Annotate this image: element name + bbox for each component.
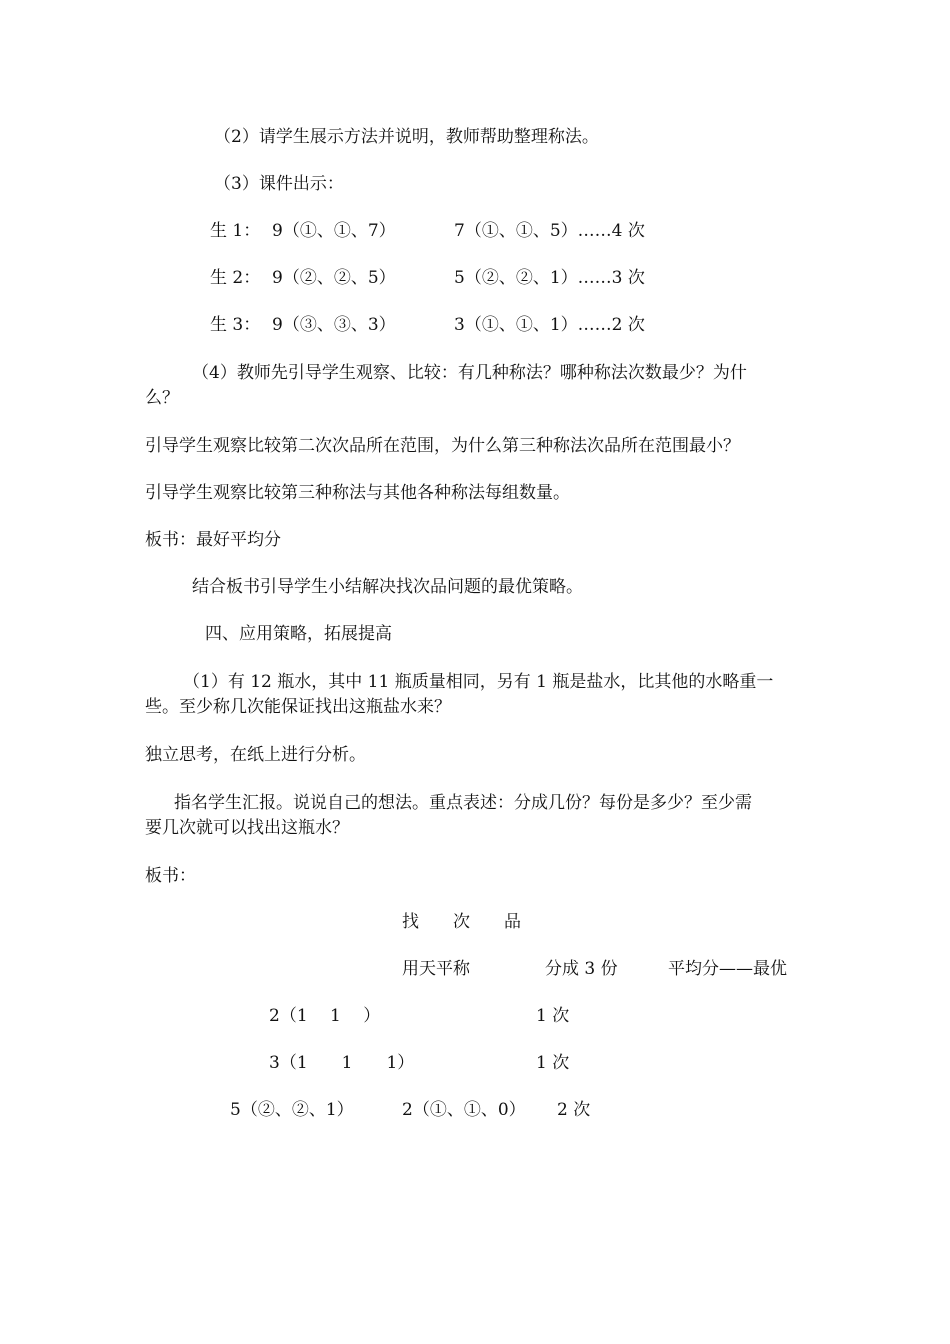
board-sub-3: 平均分——最优	[668, 959, 787, 979]
step-4-line2: 么？	[145, 388, 179, 408]
student-2-label: 生 2：	[210, 268, 261, 288]
student-3-step2: 3（①、①、1）……2 次	[454, 315, 645, 335]
board-row2-count: 1 次	[536, 1053, 570, 1073]
board-row3-expr1: 5（②、②、1）	[230, 1100, 354, 1120]
board-note-2: 板书：	[145, 866, 196, 886]
student-1-step1: 9（①、①、7）	[272, 221, 396, 241]
board-row3-expr2: 2（①、①、0）	[402, 1100, 526, 1120]
board-title: 找 次 品	[402, 912, 521, 932]
report-line1: 指名学生汇报。说说自己的想法。重点表述：分成几份？每份是多少？至少需	[174, 793, 752, 813]
board-row3-count: 2 次	[557, 1100, 591, 1120]
student-3-step1: 9（③、③、3）	[272, 315, 396, 335]
board-row1-count: 1 次	[536, 1006, 570, 1026]
summary-text: 结合板书引导学生小结解决找次品问题的最优策略。	[192, 577, 583, 597]
question-1-line1: （1）有 12 瓶水，其中 11 瓶质量相同，另有 1 瓶是盐水，比其他的水略重一	[183, 672, 774, 692]
board-sub-2: 分成 3 份	[545, 959, 618, 979]
board-note-1: 板书：最好平均分	[145, 530, 281, 550]
report-line2: 要几次就可以找出这瓶水？	[145, 818, 349, 838]
student-2-step2: 5（②、②、1）……3 次	[454, 268, 645, 288]
step-2-text: （2）请学生展示方法并说明，教师帮助整理称法。	[214, 127, 599, 147]
think-text: 独立思考，在纸上进行分析。	[145, 745, 366, 765]
board-row2-expr: 3（1 1 1）	[269, 1053, 415, 1073]
step-4-line1: （4）教师先引导学生观察、比较：有几种称法？哪种称法次数最少？为什	[192, 363, 747, 383]
board-row1-expr: 2（1 1 ）	[269, 1006, 381, 1026]
student-2-step1: 9（②、②、5）	[272, 268, 396, 288]
student-1-step2: 7（①、①、5）……4 次	[454, 221, 645, 241]
student-3-label: 生 3：	[210, 315, 261, 335]
question-1-line2: 些。至少称几次能保证找出这瓶盐水来？	[145, 697, 451, 717]
board-sub-1: 用天平称	[402, 959, 470, 979]
guide-text-1: 引导学生观察比较第二次次品所在范围，为什么第三种称法次品所在范围最小？	[145, 436, 740, 456]
section-4-heading: 四、应用策略，拓展提高	[205, 624, 392, 644]
step-3-text: （3）课件出示：	[214, 174, 344, 194]
guide-text-2: 引导学生观察比较第三种称法与其他各种称法每组数量。	[145, 483, 570, 503]
student-1-label: 生 1：	[210, 221, 261, 241]
